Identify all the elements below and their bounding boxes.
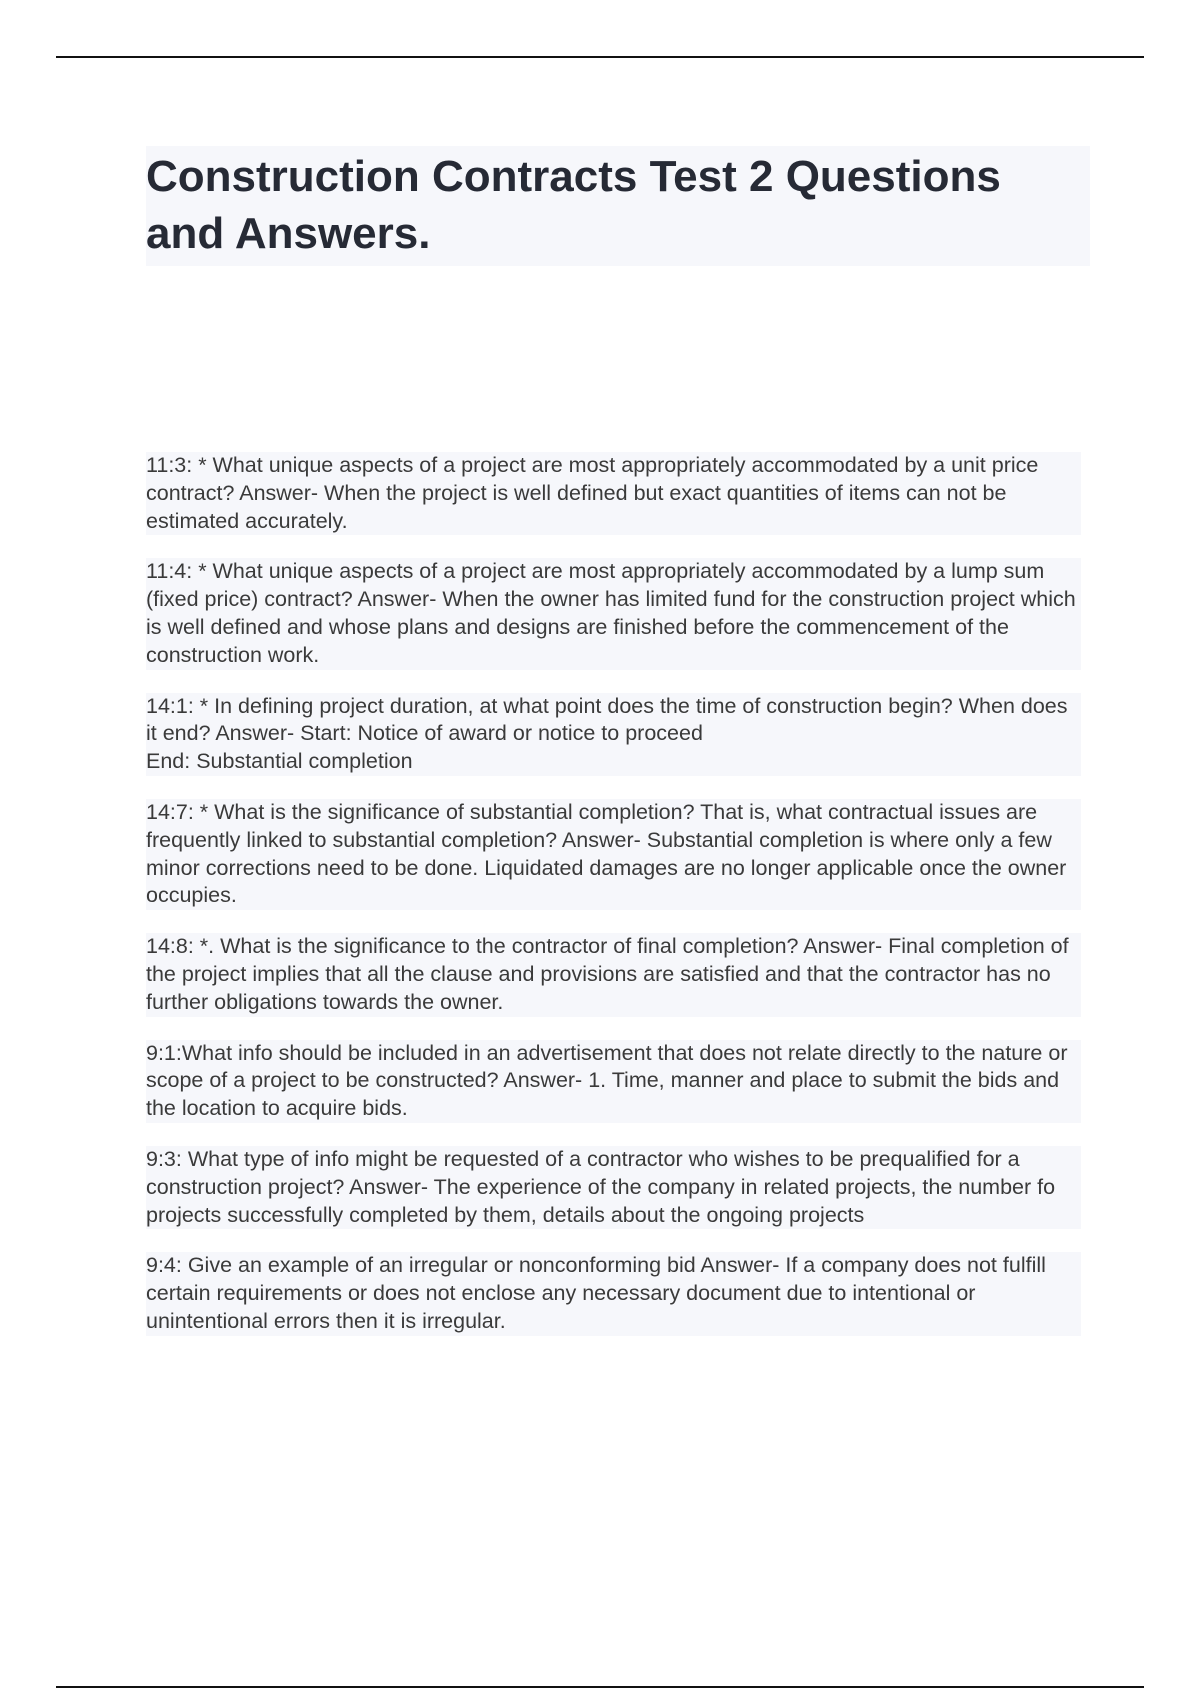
bottom-rule: [56, 1686, 1144, 1688]
qa-item: 14:1: * In defining project duration, at what point does the time of construction begin? When does it end? Answer- Start: Notice of award or notice to proceed End: Substantial completion: [146, 693, 1081, 776]
title-block: [146, 146, 1090, 266]
qa-item: 9:4: Give an example of an irregular or nonconforming bid Answer- If a company does not fulfill certain requirements or does not enclose any necessary document due to intentional or unintentional errors then it is irregular.: [146, 1252, 1081, 1335]
qa-item: 14:8: *. What is the significance to the contractor of final completion? Answer- Final completion of the project implies that all the clause and provisions are satisfied and that the contractor has no further obligations towards the owner.: [146, 933, 1081, 1016]
top-rule: [56, 56, 1144, 58]
qa-item: 11:4: * What unique aspects of a project are most appropriately accommodated by a lump sum (fixed price) contract? Answer- When the owner has limited fund for the construction project which is well defined and whose plans and designs are finished before the commencement of the construction work.: [146, 558, 1081, 669]
qa-item: 9:1:What info should be included in an advertisement that does not relate directly to the nature or scope of a project to be constructed? Answer- 1. Time, manner and place to submit the bids and the location to acquire bids.: [146, 1040, 1081, 1123]
qa-item: 11:3: * What unique aspects of a project are most appropriately accommodated by a unit price contract? Answer- When the project is well defined but exact quantities of items can not be estimated accurately.: [146, 452, 1081, 535]
qa-item: 9:3: What type of info might be requested of a contractor who wishes to be prequalified for a construction project? Answer- The experience of the company in related projects, the number fo projects successfully completed by them, details about the ongoing projects: [146, 1146, 1081, 1229]
document-title: Construction Contracts Test 2 Questions and Answers.: [146, 152, 1001, 258]
qa-list: [146, 452, 1081, 1359]
qa-item: 14:7: * What is the significance of substantial completion? That is, what contractual issues are frequently linked to substantial completion? Answer- Substantial completion is where only a few minor corrections need to be done. Liquidated damages are no longer applicable once the owner occupies.: [146, 799, 1081, 910]
